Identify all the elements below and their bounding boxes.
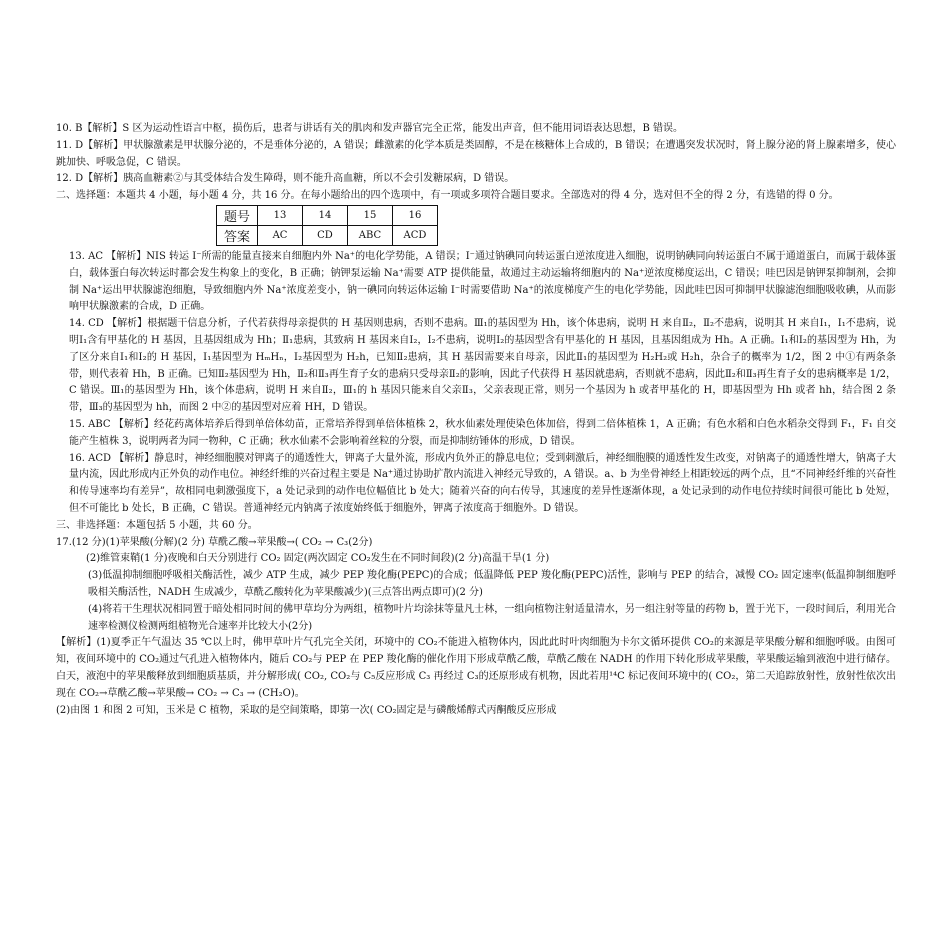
answer-q14: 14. CD 【解析】根据题干信息分析，子代若获得母亲提供的 H 基因则患病，否则不患病。Ⅲ₁的基因型为 Hh，该个体患病，说明 H 来自Ⅱ₂，Ⅱ₂不患病，说明其 H 来自Ⅰ₁，Ⅰ₁不患病，说明Ⅰ₁含有甲基化的 H 基因，且基因组成为 Hh；Ⅱ₁患病，其致病 H 基因来自Ⅰ₂，Ⅰ₂不患病，说明Ⅰ₂的基因型含有甲基化的 H 基因，且基因组成为 Hh。A 正确。Ⅰ₁和Ⅰ₂的基因型为 Hh，为了区分来自Ⅰ₁和Ⅰ₂的 H 基因，Ⅰ₁基因型为 HₘHₙ，Ⅰ₂基因型为 H₂h，已知Ⅱ₂患病，其 H 基因需要来自母亲，因此Ⅱ₁的基因型为 H₂H₂或 H₂h，杂合子的概率为 1/2，图 2 中①有两条条带，则代表着 Hh，B 正确。已知Ⅱ₂基因型为 Hh，Ⅱ₂和Ⅱ₃再生育子女的患病只受母亲Ⅱ₂的影响，因此子代获得 H 基因就患病，否则就不患病，因此Ⅱ₂和Ⅱ₃再生育子女的患病概率是 1/2，C 错误。Ⅲ₁的基因型为 Hh，该个体患病，说明 H 来自Ⅱ₂，Ⅲ₁的 h 基因只能来自父亲Ⅱ₃，父亲表现正常，则另一个基因为 h 或者甲基化的 H，即基因型为 Hh 或者 hh，结合图 2 条带，Ⅲ₃的基因型为 hh，而图 2 中②的基因型对应着 HH，D 错误。 <box>69 318 896 414</box>
section-3-heading: 三、非选择题：本题包括 5 小题，共 60 分。 <box>56 519 258 531</box>
answer-q10: 10. B【解析】S 区为运动性语言中枢，损伤后，患者与讲话有关的肌肉和发声器官完全正常，能发出声音，但不能用词语表达思想，B 错误。 <box>56 123 683 134</box>
answer-q17-part1: 17.(12 分)(1)苹果酸(分解)(2 分) 草酰乙酸→苹果酸→( CO₂ → C₃(2分) <box>56 536 373 548</box>
table-cell: 16 <box>393 205 438 225</box>
answer-q17-part4: (4)将若干生理状况相同置于暗处相同时间的佛甲草均分为两组，植物叶片均涂抹等量凡士林，一组向植物注射适量清水，另一组注射等量的药物 b，置于光下，一段时间后，利用光合速率检测仪检测两组植物光合速率并比较大小(2分) <box>88 603 896 632</box>
table-cell: 15 <box>348 205 393 225</box>
table-cell: ACD <box>393 225 438 245</box>
answer-q17-part2: (2)维管束鞘(1 分)夜晚和白天分别进行 CO₂ 固定(两次固定 CO₂发生在不同时间段)(2 分)高温干旱(1 分) <box>86 553 550 565</box>
analysis-paragraph-2: (2)由图 1 和图 2 可知，玉米是 C 植物，采取的是空间策略，即第一次( CO₂固定是与磷酸烯醇式丙酮酸反应形成 <box>56 704 557 716</box>
table-row-label: 答案 <box>217 225 258 245</box>
answer-q13: 13. AC 【解析】NIS 转运 I⁻所需的能量直接来自细胞内外 Na⁺的电化学势能，A 错误；I⁻通过钠碘同向转运蛋白逆浓度进入细胞，说明钠碘同向转运蛋白不属于通道蛋白，而属于载体蛋白，载体蛋白每次转运时都会发生构象上的变化，B 正确；钠钾泵运输 Na⁺需要 ATP 提供能量，故通过主动运输将细胞内的 Na⁺逆浓度梯度运出，C 错误；哇巴因是钠钾泵抑制剂，会抑制 Na⁺运出甲状腺滤泡细胞，导致细胞内外 Na⁺浓度差变小，钠一碘同向转运体运输 I⁻时需要借助 Na⁺的浓度梯度产生的电化学势能，因此哇巴因可抑制甲状腺滤泡细胞吸收碘，从而影响甲状腺激素的合成，D 正确。 <box>69 250 896 313</box>
section-2-heading: 二、选择题：本题共 4 小题，每小题 4 分，共 16 分。在每小题给出的四个选项中，有一项或多项符合题目要求。全部选对的得 4 分，选对但不全的得 2 分，有选错的得 0 分。 <box>56 190 839 202</box>
answer-q17-part3: (3)低温抑制细胞呼吸相关酶活性，减少 ATP 生成，减少 PEP 羧化酶(PEPC)的合成；低温降低 PEP 羧化酶(PEPC)活性，影响与 PEP 的结合，减慢 CO₂ 固定速率(低温抑制细胞呼吸相关酶活性，NADH 生成减少，草酰乙酸转化为苹果酸减少)(三点答出两点即可)(2 分) <box>88 570 896 598</box>
table-cell: AC <box>258 225 303 245</box>
table-row-label: 题号 <box>217 205 258 225</box>
table-row <box>217 205 438 225</box>
table-cell: 13 <box>258 205 303 225</box>
table-cell: ABC <box>348 225 393 245</box>
table-row <box>217 225 438 245</box>
document-page <box>56 121 896 719</box>
answer-q15: 15. ABC 【解析】经花药离体培养后得到单倍体幼苗，正常培养得到单倍体植株 2，秋水仙素处理使染色体加倍，得到二倍体植株 1，A 正确；有色水稻和白色水稻杂交得到 F₁，F₁ 自交能产生植株 3，说明两者为同一物种，C 正确；秋水仙素不会影响着丝粒的分裂，而是抑制纺锤体的形成，D 错误。 <box>69 418 896 447</box>
answer-table <box>216 205 438 246</box>
answer-q16: 16. ACD 【解析】静息时，神经细胞膜对钾离子的通透性大，钾离子大量外流，形成内负外正的静息电位；受到刺激后，神经细胞膜的通透性发生改变，对钠离子的通透性增大，钠离子大量内流，因此形成内正外负的动作电位。神经纤维的兴奋过程主要是 Na⁺通过协助扩散内流进入神经元导致的，A 错误。a、b 为坐骨神经上相距较远的两个点，且“不同神经纤维的兴奋性和传导速率均有差异”，故相同电刺激强度下，a 处记录到的动作电位幅值比 b 处大；随着兴奋的向右传导，其速度的差异性逐渐体现，a 处记录到的动作电位持续时间很可能比 b 处短，但不可能比 b 处长，B 正确，C 错误。普通神经元内钠离子浓度始终低于细胞外，钾离子浓度高于细胞外。D 错误。 <box>69 452 896 514</box>
answer-q12: 12. D【解析】胰高血糖素②与其受体结合发生障碍，则不能升高血糖，所以不会引发糖尿病，D 错误。 <box>56 173 515 185</box>
table-cell: CD <box>303 225 348 245</box>
answer-q11: 11. D【解析】甲状腺激素是甲状腺分泌的，不是垂体分泌的，A 错误；雌激素的化学本质是类固醇，不是在核糖体上合成的，B 错误；在遭遇突发状况时，肾上腺分泌的肾上腺素增多，使心跳加快、呼吸急促，C 错误。 <box>56 139 896 168</box>
table-cell: 14 <box>303 205 348 225</box>
analysis-paragraph-1: 【解析】(1)夏季正午气温达 35 ℃以上时，佛甲草叶片气孔完全关闭，环境中的 CO₂不能进入植物体内，因此此时叶肉细胞为卡尔文循环提供 CO₂的来源是苹果酸分解和细胞呼吸。由图可知，夜间环境中的 CO₂通过气孔进入植物体内，随后 CO₂与 PEP 在 PEP 羧化酶的催化作用下形成草酰乙酸，草酰乙酸在 NADH 的作用下转化形成苹果酸，苹果酸运输到液泡中进行储存。白天，液泡中的苹果酸释放到细胞质基质，并分解形成( CO₂, CO₂与 C₅反应形成 C₃ 再经过 C₃的还原形成有机物，因此若用¹⁴C 标记夜间环境中的( CO₂，第二天追踪放射性，放射性依次出现在 CO₂→草酰乙酸→苹果酸→ CO₂ → C₃ → (CH₂O)。 <box>56 637 896 699</box>
